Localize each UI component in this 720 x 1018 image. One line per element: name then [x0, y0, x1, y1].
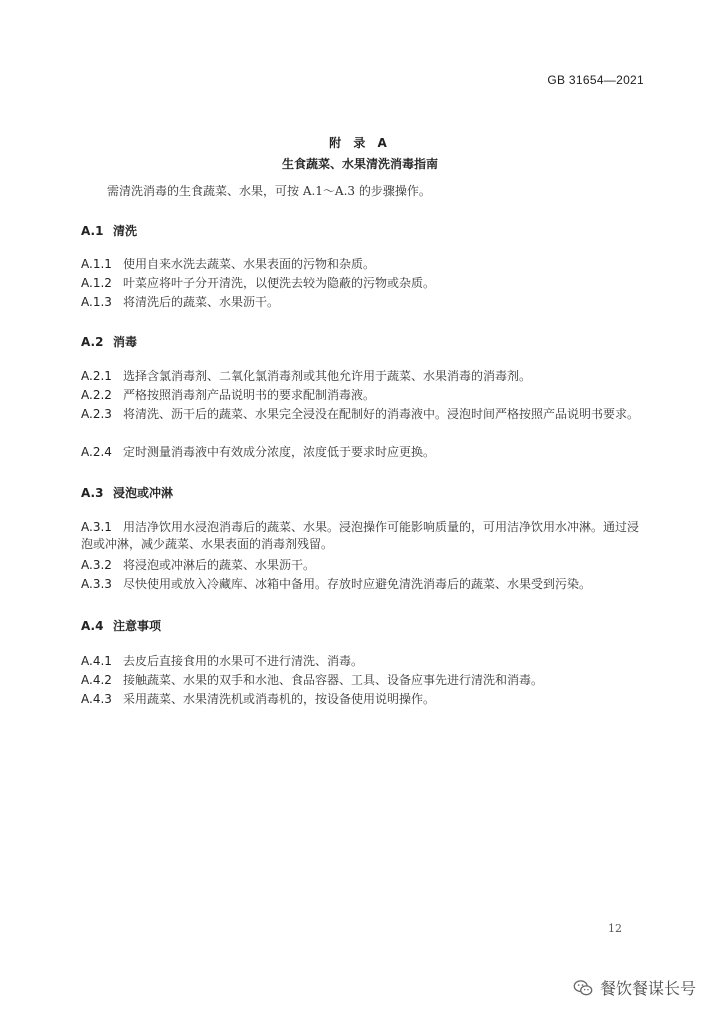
wechat-icon [572, 977, 594, 999]
clause-text: 选择含氯消毒剂、二氧化氯消毒剂或其他允许用于蔬菜、水果消毒的消毒剂。 [123, 369, 532, 383]
watermark [572, 976, 696, 999]
clause-number: A.3.3 [81, 577, 112, 591]
clause-a1-2 [81, 275, 641, 292]
clause-text: 将清洗后的蔬菜、水果沥干。 [123, 295, 280, 309]
page-number: 12 [608, 922, 622, 935]
clause-number: A.3.2 [81, 558, 112, 572]
clause-text: 将清洗、沥干后的蔬菜、水果完全浸没在配制好的消毒液中。浸泡时间严格按照产品说明书要求。 [123, 407, 640, 421]
clause-a4-2 [81, 672, 641, 689]
section-title: 消毒 [113, 335, 138, 349]
clause-text: 采用蔬菜、水果清洗机或消毒机的，按设备使用说明操作。 [123, 692, 436, 706]
section-number: A.1 [81, 224, 104, 238]
clause-a3-2 [81, 557, 641, 574]
clause-number: A.2.3 [81, 407, 112, 421]
clause-number: A.2.4 [81, 445, 112, 459]
clause-text: 严格按照消毒剂产品说明书的要求配制消毒液。 [123, 388, 376, 402]
section-heading-a2 [81, 333, 137, 350]
clause-number: A.1.1 [81, 257, 112, 271]
clause-text: 将浸泡或冲淋后的蔬菜、水果沥干。 [123, 558, 316, 572]
intro-paragraph: 需清洗消毒的生食蔬菜、水果，可按 A.1～A.3 的步骤操作。 [107, 184, 431, 198]
clause-a3-3 [81, 576, 641, 593]
section-heading-a4 [81, 617, 161, 634]
clause-a2-2 [81, 387, 641, 404]
watermark-text: 餐饮餐谋长号 [599, 979, 696, 998]
clause-a1-1 [81, 256, 641, 273]
clause-a4-1 [81, 653, 641, 670]
clause-text: 用洁净饮用水浸泡消毒后的蔬菜、水果。浸泡操作可能影响质量的，可用洁净饮用水冲淋。通过浸泡或冲淋，减少蔬菜、水果表面的消毒剂残留。 [81, 520, 640, 551]
clause-number: A.2.1 [81, 369, 112, 383]
clause-number: A.4.2 [81, 673, 112, 687]
section-title: 注意事项 [113, 619, 162, 633]
annex-title: 生食蔬菜、水果清洗消毒指南 [281, 157, 438, 171]
clause-number: A.1.3 [81, 295, 112, 309]
section-number: A.3 [81, 486, 104, 500]
clause-text: 尽快使用或放入冷藏库、冰箱中备用。存放时应避免清洗消毒后的蔬菜、水果受到污染。 [123, 577, 592, 591]
clause-number: A.1.2 [81, 276, 112, 290]
clause-a1-3 [81, 294, 641, 311]
section-number: A.4 [81, 619, 104, 633]
annex-label: 附 录 A [329, 136, 391, 150]
clause-number: A.2.2 [81, 388, 112, 402]
section-title: 浸泡或冲淋 [113, 486, 174, 500]
clause-number: A.3.1 [81, 520, 112, 534]
clause-a2-3 [81, 406, 641, 423]
clause-a3-1 [81, 519, 641, 553]
clause-text: 定时测量消毒液中有效成分浓度，浓度低于要求时应更换。 [123, 445, 436, 459]
section-heading-a1 [81, 222, 137, 239]
clause-text: 叶菜应将叶子分开清洗，以便洗去较为隐蔽的污物或杂质。 [123, 276, 436, 290]
section-heading-a3 [81, 484, 173, 501]
clause-text: 接触蔬菜、水果的双手和水池、食品容器、工具、设备应事先进行清洗和消毒。 [123, 673, 544, 687]
clause-number: A.4.1 [81, 654, 112, 668]
clause-a2-4 [81, 444, 641, 461]
clause-number: A.4.3 [81, 692, 112, 706]
standard-code: GB 31654—2021 [547, 73, 644, 87]
clause-text: 使用自来水洗去蔬菜、水果表面的污物和杂质。 [123, 257, 376, 271]
section-title: 清洗 [113, 224, 138, 238]
clause-a2-1 [81, 368, 641, 385]
clause-text: 去皮后直接食用的水果可不进行清洗、消毒。 [123, 654, 364, 668]
clause-a4-3 [81, 691, 641, 708]
section-number: A.2 [81, 335, 104, 349]
